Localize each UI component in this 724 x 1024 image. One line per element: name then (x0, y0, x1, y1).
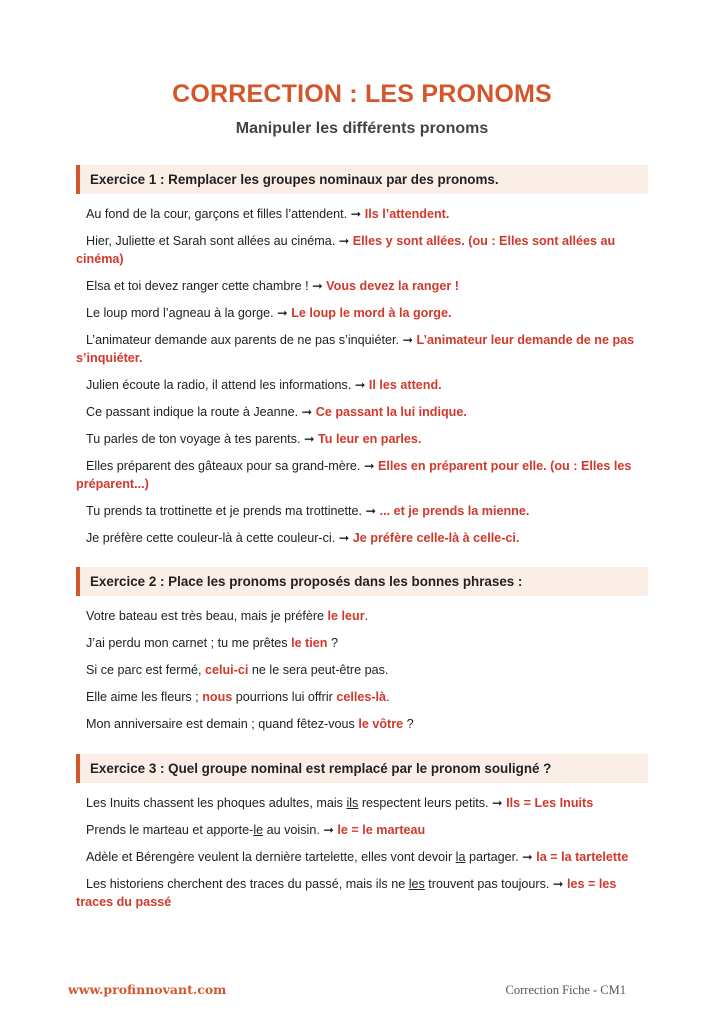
underlined-pronoun: ils (346, 796, 359, 810)
page-subtitle: Manipuler les différents pronoms (235, 120, 489, 137)
arrow-icon: ➞ (492, 796, 503, 810)
answer-text: Je préfère celle-là à celle-ci. (352, 531, 520, 545)
arrow-icon: ➞ (363, 459, 375, 473)
exercise-1-item (76, 502, 650, 520)
exercise-1-item (76, 205, 650, 223)
question-text: Elles préparent des gâteaux pour sa grand-mère. (86, 459, 361, 473)
arrow-icon: ➞ (301, 405, 313, 419)
exercise-3-sentence: Adèle et Bérengère veulent la dernière tartelette, elles vont devoir la partager. ➞ la = la tartelette (86, 850, 629, 864)
answer-pronoun: celles-là (336, 690, 387, 704)
exercise-2-sentence: Mon anniversaire est demain ; quand fêtez-vous le vôtre ? (86, 717, 414, 731)
exercise-3-sentence: Les Inuits chassent les phoques adultes, mais ils respectent leurs petits. ➞ Ils = Les Inuits (86, 796, 594, 810)
arrow-icon: ➞ (354, 378, 366, 392)
arrow-icon: ➞ (338, 234, 350, 248)
footer-label: Correction Fiche - CM1 (505, 983, 626, 997)
question-text: Ce passant indique la route à Jeanne. (86, 405, 299, 419)
arrow-icon: ➞ (350, 207, 362, 221)
page-title: CORRECTION : LES PRONOMS (172, 80, 552, 108)
answer-text: le = le marteau (337, 823, 426, 837)
question-text: Je préfère cette couleur-là à cette couleur-ci. (86, 531, 336, 545)
exercise-1-item (76, 457, 650, 493)
exercise-3-heading: Exercice 3 : Quel groupe nominal est remplacé par le pronom souligné ? (76, 754, 648, 783)
answer-text: Ils = Les Inuits (506, 796, 594, 810)
answer-text: Il les attend. (368, 378, 442, 392)
arrow-icon: ➞ (365, 504, 377, 518)
arrow-icon: ➞ (303, 432, 315, 446)
arrow-icon: ➞ (402, 333, 414, 347)
exercise-2-sentence: J’ai perdu mon carnet ; tu me prêtes le tien ? (86, 636, 339, 650)
answer-text: Le loup le mord à la gorge. (291, 306, 452, 320)
question-text: Julien écoute la radio, il attend les informations. (86, 378, 352, 392)
exercise-1-item (76, 430, 650, 448)
question-text: Au fond de la cour, garçons et filles l’attendent. (86, 207, 348, 221)
exercise-2-sentence: Si ce parc est fermé, celui-ci ne le sera peut-être pas. (86, 663, 389, 677)
exercise-1-item (76, 403, 650, 421)
answer-text: Tu leur en parles. (318, 432, 422, 446)
exercise-1-item (76, 529, 650, 547)
exercise-1-item (76, 277, 650, 295)
arrow-icon: ➞ (323, 823, 334, 837)
answer-text: ... et je prends la mienne. (379, 504, 530, 518)
arrow-icon: ➞ (522, 850, 533, 864)
arrow-icon: ➞ (277, 306, 288, 320)
answer-text: la = la tartelette (536, 850, 629, 864)
answer-pronoun: le tien (291, 636, 328, 650)
exercise-3-sentence: Les historiens cherchent des traces du passé, mais ils ne les trouvent pas toujours. ➞ les = les traces du passé (76, 877, 617, 909)
question-text: Tu prends ta trottinette et je prends ma trottinette. (86, 504, 363, 518)
exercise-1-heading: Exercice 1 : Remplacer les groupes nominaux par des pronoms. (76, 165, 648, 194)
underlined-pronoun: la (455, 850, 466, 864)
answer-text: Vous devez la ranger ! (326, 279, 459, 293)
exercise-1-item (76, 331, 650, 367)
exercise-1-item (76, 232, 650, 268)
exercise-3-sentence: Prends le marteau et apporte-le au voisin. ➞ le = le marteau (86, 823, 426, 837)
question-text: Le loup mord l’agneau à la gorge. (86, 306, 274, 320)
underlined-pronoun: le (253, 823, 264, 837)
footer-website: www.profinnovant.com (68, 982, 227, 997)
answer-text: Ce passant la lui indique. (315, 405, 467, 419)
answer-pronoun: le vôtre (358, 717, 404, 731)
exercise-2-heading: Exercice 2 : Place les pronoms proposés dans les bonnes phrases : (76, 567, 648, 596)
arrow-icon: ➞ (312, 279, 323, 293)
question-text: L’animateur demande aux parents de ne pas s’inquiéter. (86, 333, 399, 347)
answer-text: Elles y sont allées. (ou : Elles sont allées au cinéma) (76, 234, 616, 266)
answer-pronoun: le leur (327, 609, 365, 623)
answer-text: Ils l’attendent. (364, 207, 450, 221)
underlined-pronoun: les (408, 877, 425, 891)
exercise-1-item (76, 376, 650, 394)
answer-text: les = les traces du passé (76, 877, 617, 909)
answer-pronoun: celui-ci (204, 663, 249, 677)
answer-text: L’animateur leur demande de ne pas s’inquiéter. (76, 333, 635, 365)
question-text: Elsa et toi devez ranger cette chambre ! (86, 279, 309, 293)
answer-text: Elles en préparent pour elle. (ou : Elles les préparent...) (76, 459, 632, 491)
exercise-2-sentence: Elle aime les fleurs ; nous pourrions lui offrir celles-là. (86, 690, 390, 704)
question-text: Tu parles de ton voyage à tes parents. (86, 432, 301, 446)
question-text: Hier, Juliette et Sarah sont allées au cinéma. (86, 234, 336, 248)
arrow-icon: ➞ (552, 877, 564, 891)
exercise-2-sentence: Votre bateau est très beau, mais je préfère le leur. (86, 609, 369, 623)
exercise-1-item (76, 304, 650, 322)
answer-pronoun: nous (202, 690, 233, 704)
arrow-icon: ➞ (338, 531, 350, 545)
